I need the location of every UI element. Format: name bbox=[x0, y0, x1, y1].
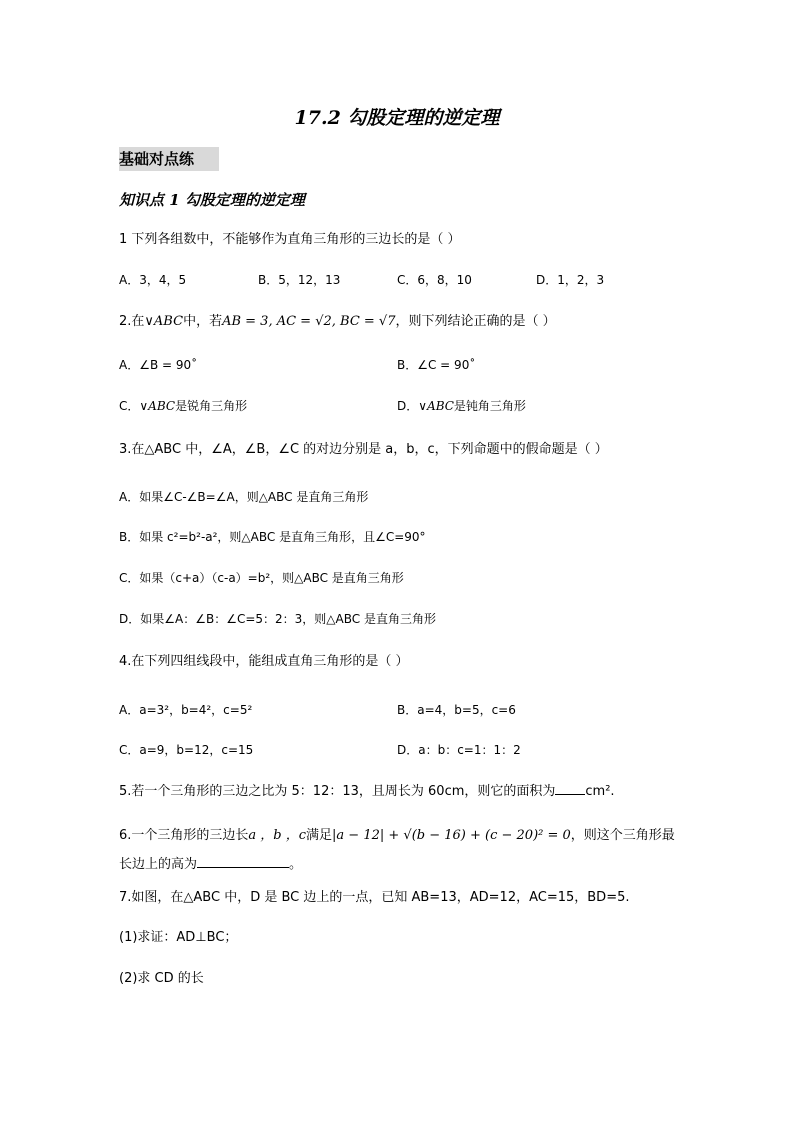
question-2-stem bbox=[119, 313, 556, 331]
question-2-option-c-triangle: ∨ABC bbox=[139, 399, 176, 413]
section-heading: 基础对点练 bbox=[119, 147, 219, 171]
question-2-option-c-text: 是锐角三角形 bbox=[175, 399, 248, 413]
question-1-option-c: C．6，8，10 bbox=[397, 273, 472, 287]
question-2-option-c-prefix: C． bbox=[119, 399, 140, 413]
question-4-option-b: B．a=4，b=5，c=6 bbox=[397, 703, 516, 717]
question-7-part-1: (1)求证：AD⊥BC； bbox=[119, 930, 238, 945]
question-5-stem-suffix: cm². bbox=[585, 784, 615, 799]
question-2-option-c bbox=[119, 397, 247, 415]
knowledge-point-heading: 知识点 1 勾股定理的逆定理 bbox=[119, 191, 305, 209]
question-1-option-d: D．1，2，3 bbox=[536, 273, 605, 287]
question-2-option-b: B．∠C = 90˚ bbox=[397, 358, 476, 372]
question-2-option-d-prefix: D． bbox=[397, 399, 419, 413]
question-1-option-b: B．5，12，13 bbox=[258, 273, 341, 287]
question-3-stem: 3.在△ABC 中，∠A，∠B，∠C 的对边分别是 a，b，c，下列命题中的假命题是（ ） bbox=[119, 442, 608, 457]
question-2-stem-prefix: 2.在 bbox=[119, 314, 145, 329]
question-6-prefix: 6.一个三角形的三边长 bbox=[119, 828, 249, 843]
question-4-option-c: C．a=9，b=12，c=15 bbox=[119, 743, 254, 757]
question-3-option-d: D．如果∠A：∠B：∠C=5：2：3，则△ABC 是直角三角形 bbox=[119, 612, 436, 626]
question-4-option-d: D．a：b：c=1：1：2 bbox=[397, 743, 521, 757]
question-2-option-a: A．∠B = 90˚ bbox=[119, 358, 198, 372]
question-6-equation: |a − 12| + √(b − 16) + (c − 20)² = 0 bbox=[332, 828, 571, 843]
question-2-option-d-triangle: ∨ABC bbox=[418, 399, 454, 413]
question-2-stem-suffix: ，则下列结论正确的是（ ） bbox=[395, 314, 556, 329]
question-6-suffix: ，则这个三角形最 bbox=[570, 828, 675, 843]
question-6-line-1 bbox=[119, 827, 675, 845]
question-2-option-d bbox=[397, 397, 526, 415]
question-1-stem: 1 下列各组数中，不能够作为直角三角形的三边长的是（ ） bbox=[119, 232, 461, 247]
question-6-line-2 bbox=[119, 855, 302, 874]
question-6-line-2-suffix: 。 bbox=[289, 857, 303, 872]
question-2-stem-mid: 中，若 bbox=[183, 314, 223, 329]
question-6-variables: a ，b ，c bbox=[248, 828, 307, 843]
question-2-triangle: ∨ABC bbox=[144, 314, 184, 329]
question-7-part-2: (2)求 CD 的长 bbox=[119, 971, 204, 986]
question-6-answer-blank bbox=[197, 855, 289, 868]
question-5-stem-prefix: 5.若一个三角形的三边之比为 5：12：13，且周长为 60cm，则它的面积为 bbox=[119, 784, 556, 799]
question-4-option-a: A．a=3²，b=4²，c=5² bbox=[119, 703, 253, 717]
question-5-stem bbox=[119, 782, 615, 801]
question-7-stem: 7.如图，在△ABC 中，D 是 BC 边上的一点，已知 AB=13，AD=12，AC=15，BD=5. bbox=[119, 890, 630, 905]
question-5-answer-blank bbox=[555, 782, 585, 795]
question-6-line-2-prefix: 长边上的高为 bbox=[119, 857, 198, 872]
question-6-mid: 满足 bbox=[306, 828, 333, 843]
question-2-condition: AB = 3, AC = √2, BC = √7 bbox=[222, 314, 396, 329]
question-1-option-a: A．3，4，5 bbox=[119, 273, 187, 287]
question-3-option-a: A．如果∠C-∠B=∠A，则△ABC 是直角三角形 bbox=[119, 490, 369, 504]
question-3-option-b: B．如果 c²=b²-a²，则△ABC 是直角三角形，且∠C=90° bbox=[119, 530, 426, 544]
question-3-option-c: C．如果（c+a）（c-a）=b²，则△ABC 是直角三角形 bbox=[119, 571, 404, 585]
document-title: 17.2 勾股定理的逆定理 bbox=[294, 107, 500, 129]
question-2-option-d-text: 是钝角三角形 bbox=[453, 399, 526, 413]
question-4-stem: 4.在下列四组线段中，能组成直角三角形的是（ ） bbox=[119, 654, 409, 669]
